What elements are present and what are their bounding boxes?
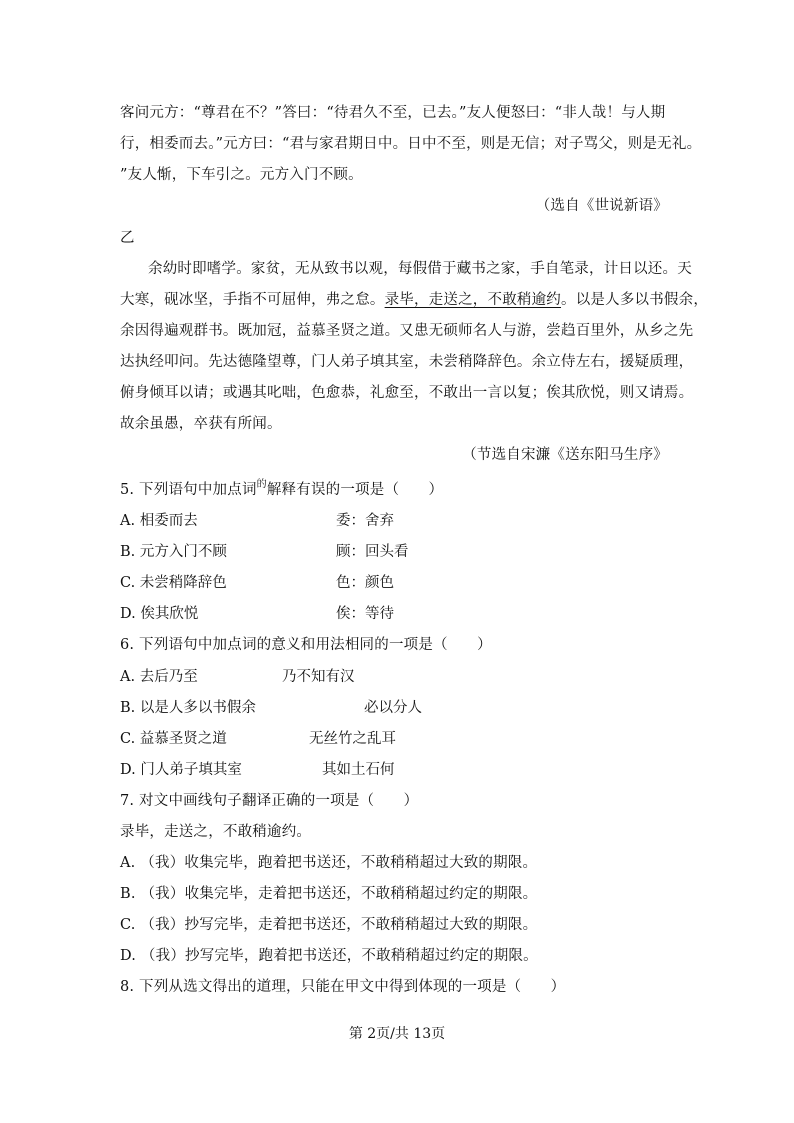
passage-yi-source: （节选自宋濂《送东阳马生序》	[462, 447, 668, 463]
passage-jia-line-2: 行，相委而去。”元方曰：“君与家君期日中。日中不至，则是无信；对子骂父，则是无礼。	[120, 136, 702, 152]
passage-yi-line-6: 故余虽愚，卒获有所闻。	[120, 416, 282, 432]
passage-yi-line-2-post: 。以是人多以书假余，	[561, 292, 709, 308]
q7-option-b: B. （我）收集完毕，走着把书送还，不敢稍稍超过约定的期限。	[120, 886, 538, 902]
q5-option-d-answer: 俟：等待	[336, 606, 394, 622]
q5-option-c	[0, 573, 794, 593]
passage-jia-source: （选自《世说新语》	[535, 198, 668, 214]
q5-option-a-answer: 委：舍弃	[336, 513, 394, 529]
q5-option-b	[0, 542, 794, 562]
q7-option-a: A. （我）收集完毕，跑着把书送还，不敢稍稍超过大致的期限。	[120, 855, 538, 871]
q5-option-d-label: D. 俟其欣悦	[120, 606, 199, 622]
q5-option-b-label: B. 元方入门不顾	[120, 544, 227, 560]
q5-stem-pre: 5. 下列语句中加点词	[120, 482, 257, 498]
q7-sentence: 录毕，走送之，不敢稍逾约。	[120, 824, 312, 840]
q6-option-a	[0, 667, 794, 687]
q6-option-b-answer: 必以分人	[364, 700, 422, 716]
q6-option-d-label: D. 门人弟子填其室	[120, 762, 242, 778]
q6-option-d-answer: 其如土石何	[322, 762, 395, 778]
q6-option-a-answer: 乃不知有汉	[282, 669, 355, 685]
passage-jia-line-3: ”友人惭，下车引之。元方入门不顾。	[120, 167, 363, 183]
q7-stem: 7. 对文中画线句子翻译正确的一项是（ ）	[120, 793, 419, 809]
q6-option-c	[0, 729, 794, 749]
q5-stem	[120, 480, 443, 502]
q5-option-a	[0, 511, 794, 531]
passage-yi-line-5: 俯身倾耳以请；或遇其叱咄，色愈恭，礼愈至，不敢出一言以复；俟其欣悦，则又请焉。	[120, 385, 694, 401]
q6-option-b	[0, 698, 794, 718]
q5-option-a-label: A. 相委而去	[120, 513, 198, 529]
underlined-sentence: 录毕，走送之，不敢稍逾约	[384, 292, 562, 308]
passage-yi-line-2	[120, 290, 708, 310]
passage-yi-line-3: 余因得遍观群书。既加冠，益慕圣贤之道。又患无硕师名人与游，尝趋百里外，从乡之先	[120, 323, 694, 339]
q5-option-d	[0, 604, 794, 624]
q5-stem-post: 解释有误的一项是（ ）	[266, 482, 444, 498]
q6-option-d	[0, 760, 794, 780]
q6-option-b-label: B. 以是人多以书假余	[120, 700, 256, 716]
q6-option-a-label: A. 去后乃至	[120, 669, 198, 685]
passage-yi-line-1: 余幼时即嗜学。家贫，无从致书以观，每假借于藏书之家，手自笔录，计日以还。天	[148, 261, 692, 277]
passage-yi-line-4: 达执经叩问。先达德隆望尊，门人弟子填其室，未尝稍降辞色。余立侍左右，援疑质理，	[120, 354, 694, 370]
q5-option-c-answer: 色：颜色	[336, 575, 394, 591]
page-footer: 第 2页/共 13页	[348, 1026, 446, 1042]
q6-option-c-answer: 无丝竹之乱耳	[309, 731, 396, 747]
q5-option-c-label: C. 未尝稍降辞色	[120, 575, 227, 591]
passage-yi-line-2-pre: 大寒，砚冰坚，手指不可屈伸，弗之怠。	[120, 292, 385, 308]
q6-stem: 6. 下列语句中加点词的意义和用法相同的一项是（ ）	[120, 637, 492, 653]
q5-option-b-answer: 顾：回头看	[336, 544, 409, 560]
passage-yi-label: 乙	[120, 230, 135, 246]
q8-stem: 8. 下列从选文得出的道理，只能在甲文中得到体现的一项是（ ）	[120, 979, 566, 995]
q7-option-d: D. （我）抄写完毕，跑着把书送还，不敢稍稍超过约定的期限。	[120, 948, 538, 964]
q6-option-c-label: C. 益慕圣贤之道	[120, 731, 227, 747]
q5-stem-sup: 的	[256, 479, 267, 490]
q7-option-c: C. （我）抄写完毕，走着把书送还，不敢稍稍超过大致的期限。	[120, 917, 538, 933]
passage-jia-line-1: 客问元方：“尊君在不？”答曰：“待君久不至，已去。”友人便怒曰：“非人哉！与人期	[120, 105, 666, 121]
